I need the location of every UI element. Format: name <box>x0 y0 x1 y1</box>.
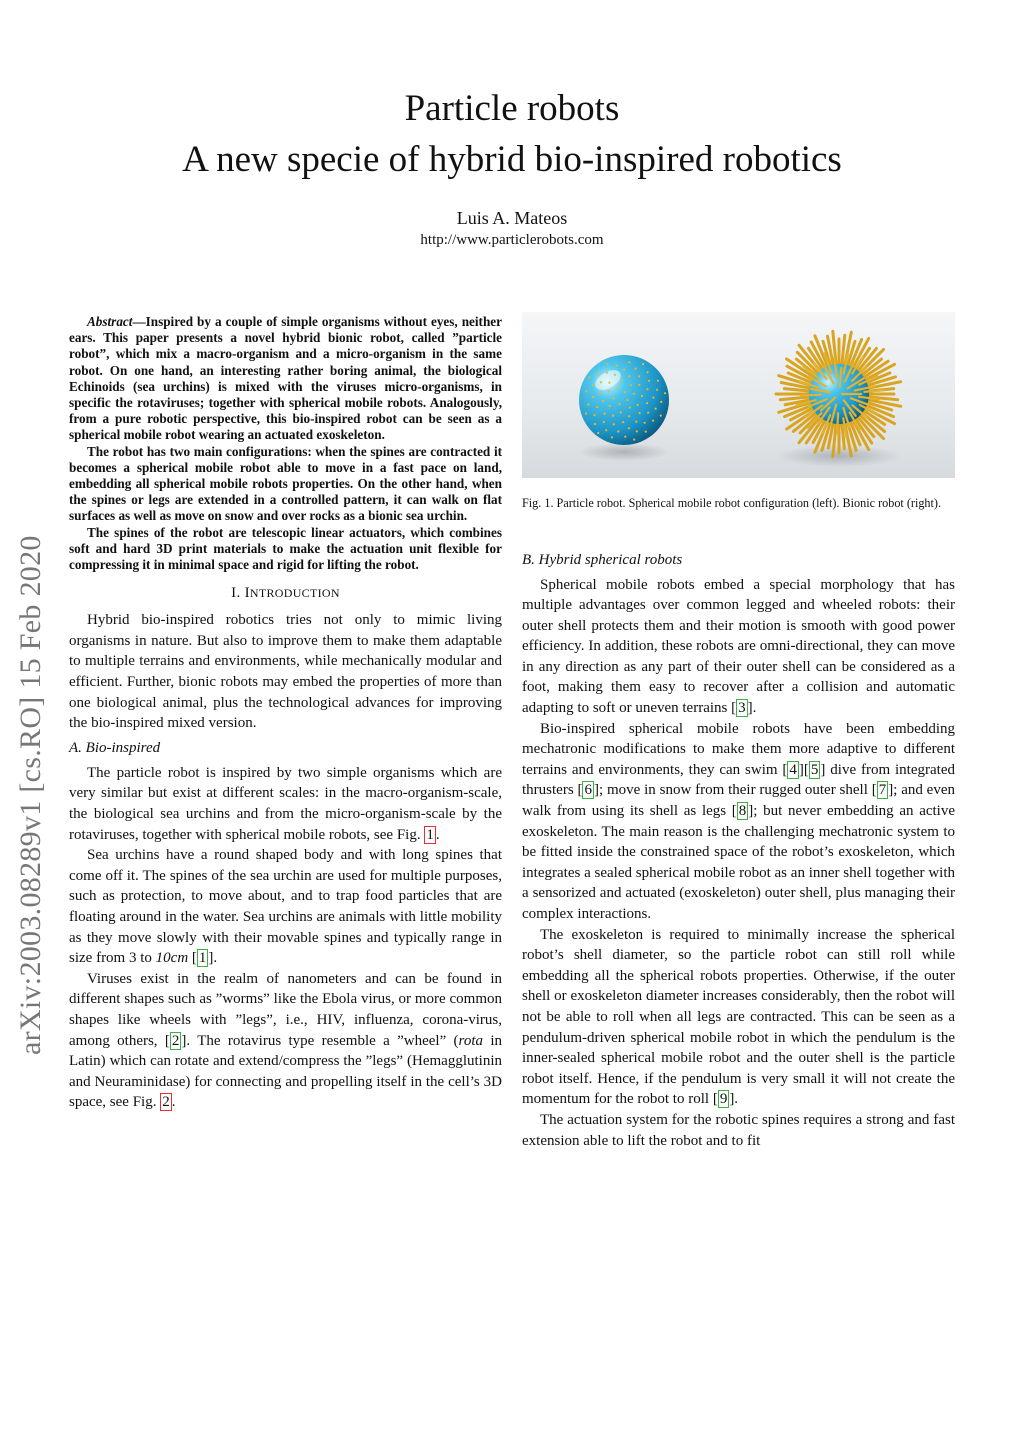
author-url[interactable]: http://www.particlerobots.com <box>420 232 604 248</box>
robot-surface-dot <box>616 364 618 366</box>
robot-surface-dot <box>602 400 604 402</box>
robot-surface-dot <box>628 427 630 429</box>
abstract-p1: —Inspired by a couple of simple organisms without eyes, neither ears. This paper presents a novel hybrid bionic robot, called ”particle robot”, which mix a macro-organism and a micro-organism in the same robot. On one hand, an interesting rather boring animal, the biological Echinoids (sea urchins) is mixed with the viruses micro-organisms, in specific the rotaviruses; together with spherical mobile robots. Analogously, from a pure robotic perspective, this bio-inspired robot can be seen as a spherical mobile robot wearing an actuated exoskeleton. <box>69 314 502 443</box>
robot-surface-dot <box>656 389 658 391</box>
robot-surface-dot <box>593 414 595 416</box>
robot-surface-dot <box>609 405 611 407</box>
paper-title-line1: Particle robots <box>404 88 620 129</box>
robot-surface-dot <box>587 403 589 405</box>
spherical-robot <box>579 355 669 445</box>
left-robot-shadow <box>578 443 670 461</box>
robot-surface-dot <box>618 403 620 405</box>
size-unit: 10cm <box>155 950 189 967</box>
abstract-label: Abstract <box>87 314 133 329</box>
intro-paragraph: Hybrid bio-inspired robotics tries not only to mimic living organisms in nature. But also to improve them to make them adaptable to multiple terrains and environments, while mechanically modular and efficient. Further, bionic robots may embed the properties of more than one biological animal, plus the technological advances for improving the bio-inspired mixed version. <box>69 612 502 732</box>
subsection-heading-hybrid-spherical: B. Hybrid spherical robots <box>522 551 683 568</box>
left-column <box>69 314 502 1113</box>
robot-surface-dot <box>606 372 608 374</box>
robot-surface-dot <box>630 384 632 386</box>
bio-paragraph-2: Sea urchins have a round shaped body and with long spines that come off it. The spines of the sea urchin are used for multiple purposes, such as protection, to move about, and to trap food particles that are floating around in the water. Sea urchins are animals with little mobility as they move slowly with their movable spines and typically range in size from 3 to 10cm [ 1 ]. <box>69 847 502 967</box>
fig1-reference-link[interactable]: 1 <box>426 826 434 843</box>
robot-surface-dot <box>660 401 662 403</box>
robot-surface-dot <box>585 390 587 392</box>
robot-surface-dot <box>628 375 630 377</box>
robot-surface-dot <box>592 396 594 398</box>
citation-link[interactable]: 3 <box>738 700 746 717</box>
robot-surface-dot <box>611 436 613 438</box>
robot-surface-dot <box>644 422 646 424</box>
robot-surface-dot <box>652 397 654 399</box>
citation-link[interactable]: 6 <box>584 782 592 799</box>
citation-link[interactable]: 2 <box>171 1032 180 1049</box>
right-column <box>522 312 955 1151</box>
figure-1-illustration <box>522 312 955 478</box>
robot-surface-dot <box>620 379 622 381</box>
bio-paragraph-1: The particle robot is inspired by two simple organisms which are very similar but exist at different scales: in the macro-organism-scale, the biological sea urchins and from the micro-organism-scale by the rotaviruses, together with spherical mobile robots, see Fig. 1 . <box>69 764 502 843</box>
robot-surface-dot <box>594 423 596 425</box>
figure-1-image <box>522 312 955 478</box>
abstract <box>69 314 502 573</box>
robot-surface-dot <box>642 363 644 365</box>
robot-surface-dot <box>633 439 635 441</box>
robot-surface-dot <box>652 420 654 422</box>
robot-surface-dot <box>608 390 610 392</box>
robot-surface-dot <box>612 397 614 399</box>
robot-surface-dot <box>629 406 631 408</box>
robot-surface-dot <box>600 381 602 383</box>
robot-surface-dot <box>626 399 628 401</box>
hybrid-paragraph-1: Spherical mobile robots embed a special morphology that has multiple advantages over common legged and wheeled robots: their outer shell protects them and their motion is smooth with good power efficiency. In addition, these robots are omni-directional, they can move in any direction as any part of their outer shell can be considered as a foot, making them easy to recover after a collision and automatic adapting to soft or uneven terrains [ 3 ]. <box>522 576 955 717</box>
robot-surface-dot <box>622 421 624 423</box>
hybrid-paragraph-2: Bio-inspired spherical mobile robots have been embedding mechatronic modifications to make them more adaptive to different terrains and environments, they can swim [ 4 ][ 5 ] dive from integrated thrusters [ 6 ]; move in snow from their rugged outer shell [ 7 ]; and even walk from using its shell as legs [ 8 ]; but never embedding an active exoskeleton. The main reason is the challenging mechatronic system to be fitted inside the constrained space of the robot’s exoskeleton, which integrates a sealed spherical mobile robot as an inner shell together with a sensorized and actuated (exoskeleton) outer shell, plus managing their complex interactions. <box>522 720 955 922</box>
robot-surface-dot <box>648 380 650 382</box>
robot-spine <box>801 395 821 396</box>
robot-surface-dot <box>638 384 640 386</box>
robot-surface-dot <box>624 391 626 393</box>
hybrid-paragraph-3: The exoskeleton is required to minimally increase the spherical robot’s shell diameter, so the particle robot can still roll while embedding all the spherical robots properties. Otherwise, if the outer shell or exoskeleton diameter increases considerably, then the robot will not be able to roll when all legs are contracted. This can be seen as a pendulum-driven spherical mobile robot in which the pendulum is the inner-sealed spherical mobile robot and the outer shell is the particle robot itself. Hence, if the pendulum is very small it will not create the momentum for the robot to roll [ 9 ]. <box>522 926 955 1108</box>
robot-surface-dot <box>597 432 599 434</box>
citation-link[interactable]: 5 <box>810 761 819 778</box>
robot-surface-dot <box>614 374 616 376</box>
robot-surface-dot <box>599 391 601 393</box>
robot-surface-dot <box>647 371 649 373</box>
abstract-p3: The spines of the robot are telescopic linear actuators, which combines soft and hard 3D print materials to make the actuation unit flexible for compressing it in minimal space and rigid for lifting the robot. <box>69 524 502 573</box>
robot-surface-dot <box>617 387 619 389</box>
robot-surface-dot <box>637 404 639 406</box>
robot-surface-dot <box>608 382 610 384</box>
citation-link[interactable]: 9 <box>719 1091 728 1108</box>
section-heading-introduction: I. INTRODUCTION <box>231 585 340 602</box>
figure-1-caption: Fig. 1. Particle robot. Spherical mobile robot configuration (left). Bionic robot (right). <box>522 496 942 510</box>
robot-surface-dot <box>620 411 622 413</box>
citation-link[interactable]: 1 <box>198 950 207 967</box>
robot-surface-dot <box>597 373 599 375</box>
robot-surface-dot <box>624 436 626 438</box>
robot-surface-dot <box>585 412 587 414</box>
robot-surface-dot <box>635 368 637 370</box>
robot-surface-dot <box>612 415 614 417</box>
robot-surface-dot <box>636 430 638 432</box>
citation-link[interactable]: 7 <box>878 782 887 799</box>
robot-surface-dot <box>657 380 659 382</box>
robot-surface-dot <box>617 430 619 432</box>
robot-surface-dot <box>645 431 647 433</box>
robot-surface-dot <box>605 429 607 431</box>
robot-surface-dot <box>660 415 662 417</box>
robot-surface-dot <box>603 421 605 423</box>
robot-surface-dot <box>613 423 615 425</box>
robot-surface-dot <box>606 363 608 365</box>
citation-link[interactable]: 4 <box>789 761 797 778</box>
arxiv-watermark: arXiv:2003.08289v1 [cs.RO] 15 Feb 2020 <box>14 535 47 1055</box>
robot-spine <box>837 413 838 433</box>
fig2-reference-link[interactable]: 2 <box>162 1094 170 1111</box>
robot-surface-dot <box>628 415 630 417</box>
robot-surface-dot <box>588 376 590 378</box>
robot-surface-dot <box>592 384 594 386</box>
robot-surface-dot <box>639 412 641 414</box>
robot-surface-dot <box>596 406 598 408</box>
robot-surface-dot <box>623 369 625 371</box>
robot-surface-dot <box>638 375 640 377</box>
paper-title-line2: A new specie of hybrid bio-inspired robotics <box>182 139 842 180</box>
subsection-heading-bio-inspired: A. Bio-inspired <box>69 739 161 756</box>
abstract-p2: The robot has two main configurations: when the spines are contracted it becomes a spherical mobile robot able to move in a fast pace on land, embedding all spherical mobile robots properties. On the other hand, when the spines or legs are extended in a controlled pattern, it can walk on flat surfaces as well as move on snow and over rocks as a bionic sea urchin. <box>69 443 502 524</box>
author-name: Luis A. Mateos <box>456 208 568 228</box>
robot-surface-dot <box>633 393 635 395</box>
robot-surface-dot <box>664 392 666 394</box>
robot-surface-dot <box>628 361 630 363</box>
citation-link[interactable]: 8 <box>738 803 747 820</box>
robot-surface-dot <box>655 408 657 410</box>
robot-surface-dot <box>603 413 605 415</box>
robot-surface-dot <box>646 402 648 404</box>
robot-surface-dot <box>635 421 637 423</box>
robot-surface-dot <box>646 388 648 390</box>
robot-surface-dot <box>647 412 649 414</box>
bio-paragraph-3: Viruses exist in the realm of nanometers and can be found in different shapes such as ”worms” like the Ebola virus, or more common shapes like wheels with ”legs”, i.e., HIV, influenza, corona-virus, among others, [ 2 ]. The rotavirus type resemble a ”wheel” (rota in Latin) which can rotate and extend/compress the ”legs” (Hemagglutinin and Neuraminidase) for connecting and propelling itself in the cell’s 3D space, see Fig. 2 . <box>69 970 502 1111</box>
robot-surface-dot <box>641 395 643 397</box>
hybrid-paragraph-4: The actuation system for the robotic spines requires a strong and fast extension able to lift the robot and to fit <box>522 1111 955 1149</box>
